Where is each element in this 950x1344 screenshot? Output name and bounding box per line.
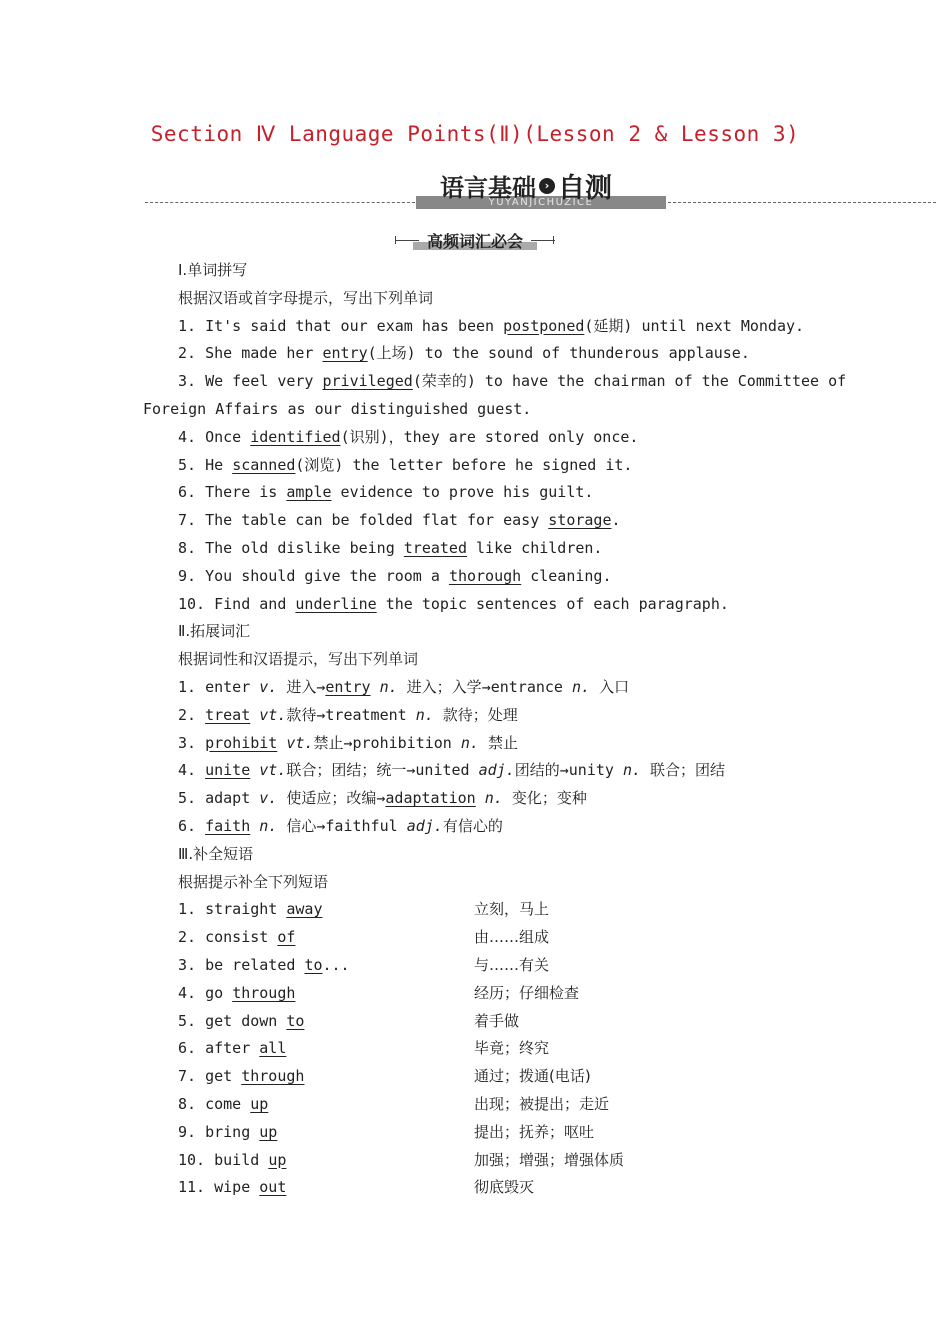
item-text: 款待→treatment xyxy=(286,705,416,724)
answer-word: up xyxy=(250,1095,269,1113)
section-heading-text: Ⅲ.补全短语 xyxy=(178,844,254,863)
answer-word: underline xyxy=(295,594,377,613)
phrase-item xyxy=(178,1150,286,1170)
answer-word: scanned xyxy=(232,455,296,474)
answer-word: to xyxy=(286,1011,305,1030)
item-text: 款待；处理 xyxy=(433,705,518,724)
item-text: 4. xyxy=(178,761,206,780)
phrase-item xyxy=(178,927,295,947)
list-item xyxy=(178,677,629,697)
item-text: wipe xyxy=(205,1178,260,1197)
item-text: The old dislike being xyxy=(196,539,404,557)
answer-word: up xyxy=(268,1150,287,1169)
answer-word: prohibit xyxy=(205,733,278,752)
item-text: consist xyxy=(196,928,278,947)
item-number: 3. xyxy=(178,956,197,974)
part-of-speech: n. xyxy=(415,705,434,724)
item-text: evidence to prove his guilt. xyxy=(331,483,594,502)
item-text: come xyxy=(196,1095,251,1113)
phrase-item xyxy=(178,1094,268,1114)
item-text: We feel very xyxy=(196,372,323,391)
item-number: 11. xyxy=(178,1178,206,1197)
meaning-text: 加强；增强；增强体质 xyxy=(474,1150,625,1169)
item-number: 5. xyxy=(178,455,197,474)
list-item xyxy=(178,510,621,530)
item-text: You should give the room a xyxy=(196,566,449,585)
item-text: 团结的→unity xyxy=(514,761,623,780)
meaning-text: 由……组成 xyxy=(474,928,550,947)
list-item xyxy=(178,538,602,558)
list-item xyxy=(178,455,632,475)
item-text xyxy=(371,678,380,696)
item-number: 9. xyxy=(178,566,197,585)
subheading-text: 高频词汇必会 xyxy=(426,232,523,251)
part-of-speech: v. xyxy=(259,789,278,808)
meaning-text: 出现；被提出；走近 xyxy=(474,1095,610,1113)
answer-word: storage xyxy=(548,511,612,530)
item-text: after xyxy=(196,1039,260,1058)
list-item xyxy=(178,760,725,780)
answer-word: treat xyxy=(205,705,251,724)
part-of-speech: vt. xyxy=(286,733,314,752)
subheading-badge xyxy=(395,229,555,251)
answer-word: entry xyxy=(322,344,368,363)
phrase-item xyxy=(178,1038,286,1058)
item-number: 7. xyxy=(178,511,197,530)
list-item xyxy=(178,371,846,391)
meaning-text: 提出；抚养；呕吐 xyxy=(474,1122,595,1141)
meaning-text: 通过；拨通(电话) xyxy=(474,1067,591,1086)
answer-word: through xyxy=(232,983,296,1002)
section-instruction xyxy=(178,649,418,669)
phrase-item xyxy=(178,1066,304,1086)
item-text: (识别)，they are stored only once. xyxy=(340,427,639,446)
part-of-speech: n. xyxy=(379,678,398,696)
item-text: (荣幸的) to have the chairman of the Committee of xyxy=(412,372,847,391)
part-of-speech: v. xyxy=(259,678,278,696)
phrase-item xyxy=(178,1177,286,1197)
meaning-text: 着手做 xyxy=(474,1011,520,1030)
item-number: 4. xyxy=(178,427,197,446)
instruction-text: 根据汉语或首字母提示，写出下列单词 xyxy=(178,288,434,307)
item-text: build xyxy=(205,1150,269,1169)
banner-title-part2: 自测 xyxy=(558,173,612,204)
part-of-speech: vt. xyxy=(259,705,287,724)
item-text: 进入；入学→entrance xyxy=(397,678,572,696)
item-text: (浏览) the letter before he signed it. xyxy=(295,455,633,474)
item-text: It's said that our exam has been xyxy=(196,316,504,335)
item-text xyxy=(250,706,259,724)
banner-divider-right xyxy=(668,202,936,203)
answer-word: entry xyxy=(325,678,371,696)
item-text: The table can be folded flat for easy xyxy=(196,511,549,530)
item-text: 变化；变种 xyxy=(502,789,587,808)
item-number: 9. xyxy=(178,1122,197,1141)
answer-word: ample xyxy=(286,483,332,502)
meaning-text: 立刻，马上 xyxy=(474,900,550,919)
part-of-speech: n. xyxy=(259,817,278,835)
item-text: There is xyxy=(196,483,287,502)
answer-word: identified xyxy=(250,427,341,446)
phrase-meaning xyxy=(474,1094,609,1114)
answer-word: postponed xyxy=(503,316,585,335)
item-text: She made her xyxy=(196,344,323,363)
list-item xyxy=(178,816,503,836)
item-text: be related xyxy=(196,956,305,974)
chevron-right-icon: › xyxy=(539,178,555,194)
phrase-item xyxy=(178,955,350,975)
answer-word: to xyxy=(304,956,323,974)
phrase-meaning xyxy=(474,1038,549,1058)
part-of-speech: n. xyxy=(484,789,503,808)
item-text xyxy=(250,817,259,835)
item-text: Find and xyxy=(205,594,296,613)
item-text: Once xyxy=(196,427,251,446)
item-text: get xyxy=(196,1067,242,1086)
item-text: 联合；团结；统一→united xyxy=(286,761,479,780)
list-item xyxy=(178,316,804,336)
item-number: 2. xyxy=(178,928,197,947)
instruction-text: 根据词性和汉语提示，写出下列单词 xyxy=(178,650,419,669)
item-text: like children. xyxy=(467,539,603,557)
meaning-text: 彻底毁灭 xyxy=(474,1178,535,1197)
phrase-meaning xyxy=(474,1122,594,1142)
phrase-meaning xyxy=(474,1150,624,1170)
list-item xyxy=(178,788,587,808)
item-number: 8. xyxy=(178,1095,197,1113)
phrase-meaning xyxy=(474,899,549,919)
phrase-item xyxy=(178,1011,304,1031)
banner-divider-left xyxy=(145,202,415,203)
phrase-meaning xyxy=(474,1177,534,1197)
answer-word: faith xyxy=(205,817,251,835)
banner-pinyin: YUYANJICHUZICE xyxy=(416,196,666,209)
item-number: 2. xyxy=(178,344,197,363)
instruction-text: 根据提示补全下列短语 xyxy=(178,872,329,891)
phrase-item xyxy=(178,1122,277,1142)
item-text: ... xyxy=(322,956,350,974)
list-item xyxy=(178,427,638,447)
phrase-meaning xyxy=(474,955,549,975)
item-text: (延期) until next Monday. xyxy=(584,316,805,335)
item-number: 6. xyxy=(178,483,197,502)
item-text: 禁止→prohibition xyxy=(313,733,461,752)
item-text: He xyxy=(196,455,233,474)
answer-word: treated xyxy=(403,539,467,557)
phrase-meaning xyxy=(474,1011,519,1031)
phrase-item xyxy=(178,983,295,1003)
section-heading xyxy=(178,621,250,641)
answer-word: through xyxy=(241,1067,305,1086)
list-item-continuation xyxy=(143,399,531,419)
banner-title xyxy=(440,166,612,205)
answer-word: thorough xyxy=(448,566,522,585)
item-text: 禁止 xyxy=(478,733,518,752)
item-number: 6. xyxy=(178,1039,197,1058)
meaning-text: 毕竟；终究 xyxy=(474,1039,550,1058)
list-item xyxy=(178,482,593,502)
item-text: 入口 xyxy=(590,678,630,696)
item-text: straight xyxy=(196,900,287,919)
part-of-speech: vt. xyxy=(259,761,287,780)
item-text: . xyxy=(611,511,621,530)
section-heading xyxy=(178,260,247,280)
item-text: (上场) to the sound of thunderous applause. xyxy=(367,344,750,363)
item-number: 3. xyxy=(178,372,197,391)
phrase-meaning xyxy=(474,983,579,1003)
item-text: 5. adapt xyxy=(178,789,260,808)
section-banner xyxy=(0,166,950,212)
list-item xyxy=(178,733,518,753)
meaning-text: 与……有关 xyxy=(474,956,550,974)
list-item xyxy=(178,566,612,586)
phrase-item xyxy=(178,899,323,919)
part-of-speech: n. xyxy=(460,733,479,752)
item-text: 2. xyxy=(178,705,206,724)
answer-word: unite xyxy=(205,761,251,780)
item-text xyxy=(476,789,485,807)
phrase-meaning xyxy=(474,1066,591,1086)
item-number: 4. xyxy=(178,983,197,1002)
item-text xyxy=(250,761,259,779)
item-text: go xyxy=(196,983,233,1002)
answer-word: all xyxy=(259,1039,287,1058)
item-text: 3. xyxy=(178,733,206,752)
item-text: get down xyxy=(196,1011,287,1030)
item-text: bring xyxy=(196,1122,260,1141)
meaning-text: 经历；仔细检查 xyxy=(474,983,580,1002)
section-heading-text: Ⅰ.单词拼写 xyxy=(178,261,248,279)
list-item xyxy=(178,594,729,614)
section-heading xyxy=(178,844,253,864)
item-text: 使适应；改编→ xyxy=(277,789,386,808)
answer-word: of xyxy=(277,928,296,947)
answer-word: up xyxy=(259,1122,278,1141)
item-text: cleaning. xyxy=(521,566,612,585)
answer-word: out xyxy=(259,1178,287,1197)
part-of-speech: adj. xyxy=(478,761,515,780)
item-number: 1. xyxy=(178,316,197,335)
part-of-speech: n. xyxy=(622,761,642,780)
item-text: 1. enter xyxy=(178,678,260,696)
item-text: 信心→faithful xyxy=(277,817,407,835)
item-text: 进入→ xyxy=(277,678,326,696)
section-instruction xyxy=(178,288,433,308)
item-text: 联合；团结 xyxy=(641,761,726,780)
item-number: 1. xyxy=(178,900,197,919)
part-of-speech: n. xyxy=(572,678,591,696)
item-text: 有信心的 xyxy=(442,817,503,835)
section-instruction xyxy=(178,872,328,892)
phrase-meaning xyxy=(474,927,549,947)
section-heading-text: Ⅱ.拓展词汇 xyxy=(178,622,251,641)
banner-title-part1: 语言基础 xyxy=(440,174,536,202)
answer-word: away xyxy=(286,900,323,919)
item-number: 7. xyxy=(178,1067,197,1086)
part-of-speech: adj. xyxy=(406,817,443,835)
page-title: Section Ⅳ Language Points(Ⅱ)(Lesson 2 & Lesson 3) xyxy=(150,122,800,146)
list-item xyxy=(178,705,518,725)
item-number: 5. xyxy=(178,1011,197,1030)
list-item xyxy=(178,343,750,363)
item-text: 6. xyxy=(178,817,206,835)
item-number: 10. xyxy=(178,594,206,613)
item-text: the topic sentences of each paragraph. xyxy=(376,594,729,613)
answer-word: adaptation xyxy=(385,789,476,808)
item-number: 10. xyxy=(178,1150,206,1169)
item-number: 8. xyxy=(178,539,197,557)
answer-word: privileged xyxy=(322,372,413,391)
item-text: Foreign Affairs as our distinguished guest. xyxy=(143,400,532,418)
